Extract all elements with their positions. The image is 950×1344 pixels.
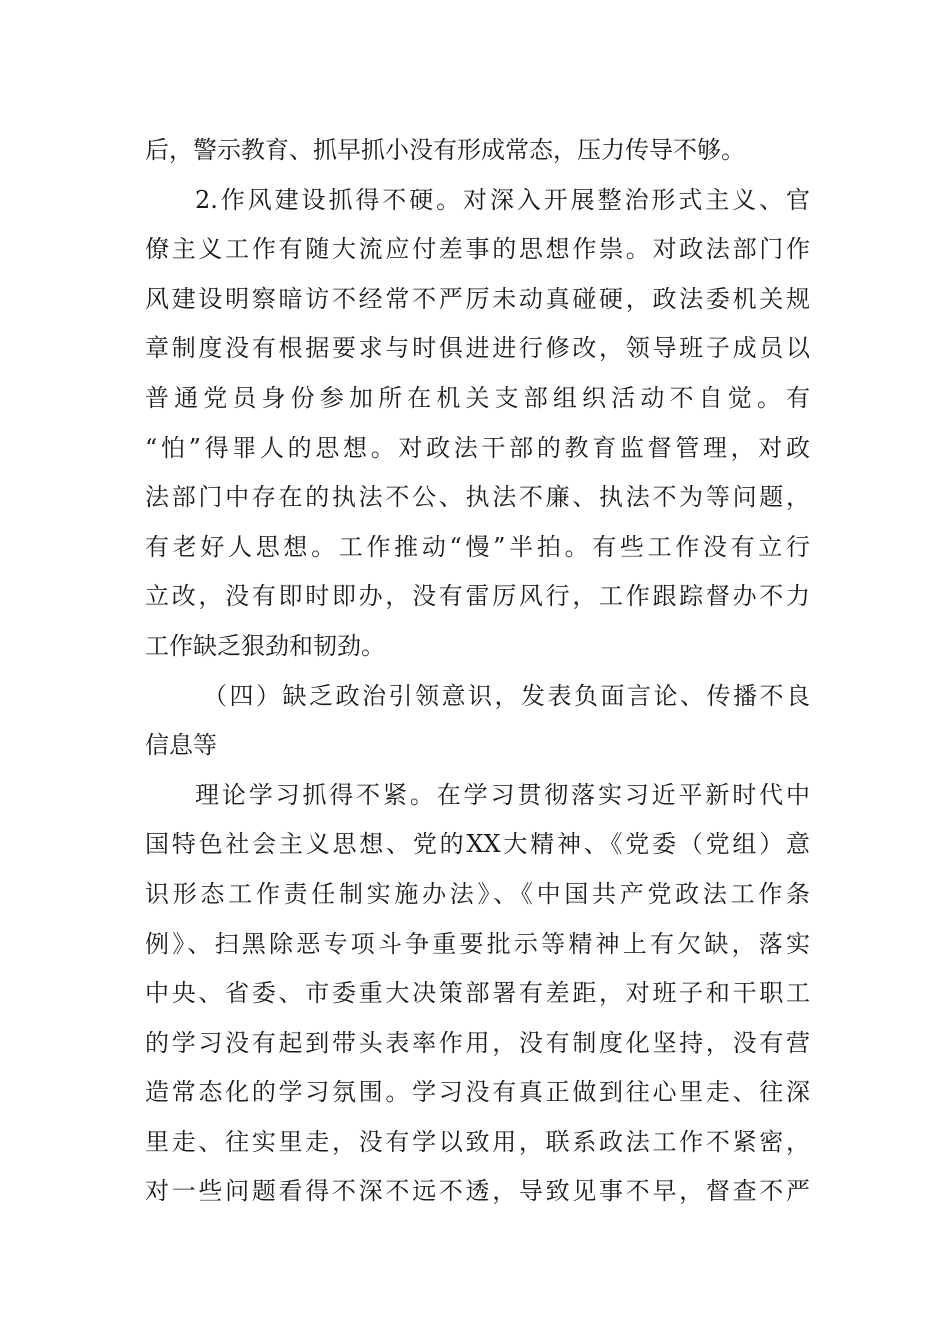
text-line: 章制度没有根据要求与时俱进进行修改，领导班子成员以 (145, 334, 810, 363)
text-line: 识形态工作责任制实施办法》、《中国共产党政法工作条 (145, 879, 810, 908)
body-text (145, 126, 810, 1217)
text-line: 里走、往实里走，没有学以致用，联系政法工作不紧密， (145, 1127, 810, 1156)
text-line: 造常态化的学习氛围。学习没有真正做到往心里走、往深 (145, 1078, 810, 1107)
text-line: 理论学习抓得不紧。在学习贯彻落实习近平新时代中 (195, 780, 810, 809)
text-line: 的学习没有起到带头表率作用，没有制度化坚持，没有营 (145, 1028, 810, 1057)
text-line: 后，警示教育、抓早抓小没有形成常态，压力传导不够。 (145, 136, 745, 164)
section-heading-4-cont: 信息等 (145, 731, 217, 760)
text-line: 普通党员身份参加所在机关支部组织活动不自觉。有 (145, 383, 810, 412)
text-line: 僚主义工作有随大流应付差事的思想作祟。对政法部门作 (145, 235, 810, 264)
text-line: 立改，没有即时即办，没有雷厉风行，工作跟踪督办不力 (145, 582, 810, 611)
text-line: 例》、扫黑除恶专项斗争重要批示等精神上有欠缺，落实 (145, 929, 810, 958)
text-line: 对一些问题看得不深不远不透，导致见事不早，督查不严 (145, 1177, 810, 1206)
text-line-subheading-2: 2.作风建设抓得不硬。对深入开展整治形式主义、官 (195, 185, 810, 214)
text-line: “怕”得罪人的思想。对政法干部的教育监督管理，对政 (145, 433, 810, 462)
text-line: 法部门中存在的执法不公、执法不廉、执法不为等问题， (145, 483, 810, 512)
text-line: 有老好人思想。工作推动“慢”半拍。有些工作没有立行 (145, 532, 810, 561)
text-line: 风建设明察暗访不经常不严厉未动真碰硬，政法委机关规 (145, 284, 810, 313)
text-line: 中央、省委、市委重大决策部署有差距，对班子和干职工 (145, 979, 810, 1008)
text-line: 国特色社会主义思想、党的XX大精神、《党委（党组）意 (145, 830, 810, 859)
section-heading-4: （四）缺乏政治引领意识，发表负面言论、传播不良 (203, 681, 810, 710)
text-line: 工作缺乏狠劲和韧劲。 (145, 631, 385, 660)
